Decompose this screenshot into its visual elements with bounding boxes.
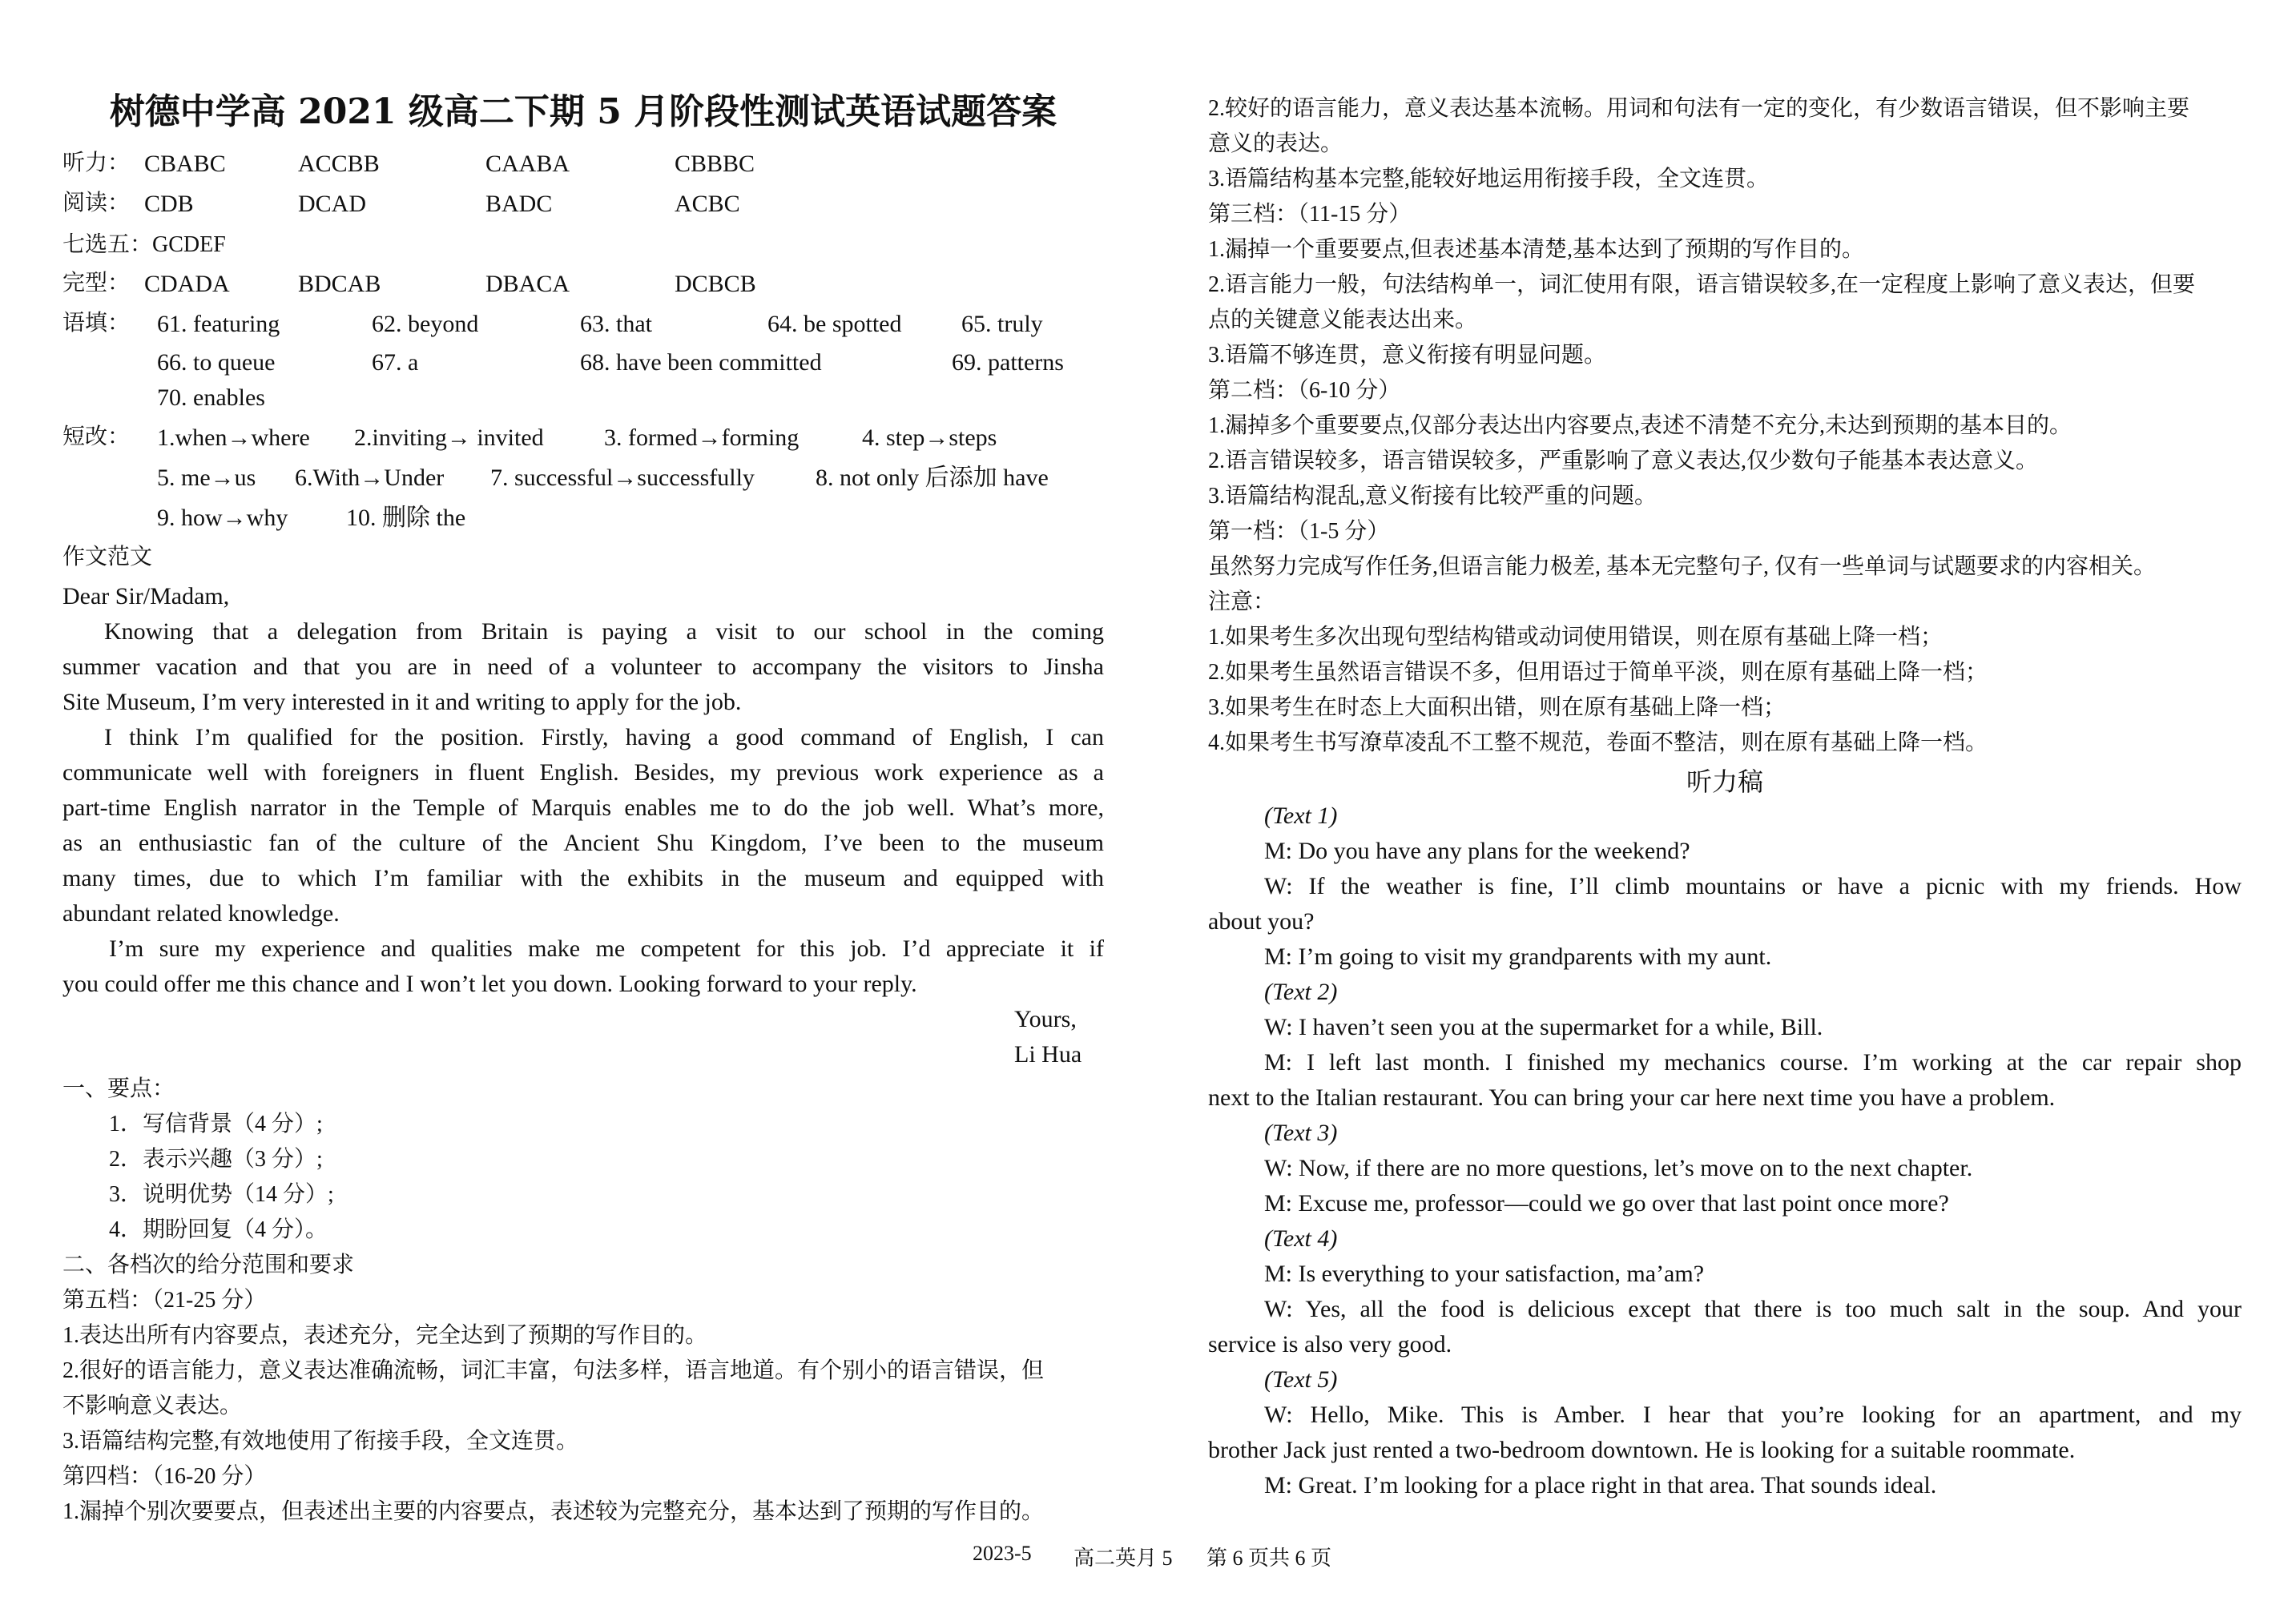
answer-group: BADC [485,191,553,217]
grammar-answer: 70. enables [157,384,265,411]
transcript-heading: 听力稿 [1686,767,1763,796]
correction-answer: 10. 删除 the [346,505,466,531]
rubric-level: 第二档：（6-10 分） [1208,378,1401,403]
transcript-line: M: Great. I’m looking for a place right in that area. That sounds ideal. [1264,1472,1937,1498]
transcript-text-label: (Text 3) [1264,1120,1338,1146]
grammar-answer: 69. patterns [952,349,1064,376]
correction-answer: 7. successful→successfully [490,465,755,491]
answer-label: 短改： [62,424,131,449]
rubric-text: 2.语言错误较多，语言错误较多，严重影响了意义表达,仅少数句子能基本表达意义。 [1208,448,2039,473]
rubric-text: 不影响意义表达。 [62,1394,243,1418]
rubric-text: 2.语言能力一般，句法结构单一，词汇使用有限，语言错误较多,在一定程度上影响了意义表达，但要 [1208,272,2196,297]
answer-group: ACBC [675,191,740,217]
answer-group: DBACA [485,271,570,297]
rubric-text: 2.很好的语言能力，意义表达准确流畅，词汇丰富，句法多样，语言地道。有个别小的语言错误，但 [62,1358,1045,1383]
correction-answer: 8. not only 后添加 have [816,465,1049,491]
essay-line: I think I’m qualified for the position. Firstly, having a good command of English, I can [104,724,1104,750]
transcript-line: W: Hello, Mike. This is Amber. I hear that you’re looking for an apartment, and my [1264,1402,2242,1428]
rubric-point: 3．说明优势（14 分）; [109,1182,334,1207]
rubric-text: 点的关键意义能表达出来。 [1208,308,1478,332]
transcript-text-label: (Text 2) [1264,979,1338,1005]
transcript-line: M: Do you have any plans for the weekend? [1264,838,1690,864]
essay-line: you could offer me this chance and I won’t let you down. Looking forward to your reply. [62,971,917,997]
essay-signature: Li Hua [1014,1041,1082,1068]
correction-answer: 1.when→where [157,424,310,451]
note-item: 1.如果考生多次出现句型结构错或动词使用错误，则在原有基础上降一档； [1208,625,1944,650]
answer-label: 听力： [62,151,131,175]
correction-answer: 5. me→us [157,465,256,491]
answer-group: CDADA [144,271,230,297]
answer-group: DCBCB [675,271,756,297]
rubric-point: 2．表示兴趣（3 分）; [109,1147,323,1172]
essay-heading: 作文范文 [62,545,153,569]
rubric-heading: 二、各档次的给分范围和要求 [62,1253,355,1277]
footer-date: 2023-5 [973,1542,1032,1565]
seven-choice-answers: 七选五：GCDEF [62,232,226,257]
essay-line: summer vacation and that you are in need of a volunteer to accompany the visitors to Jinsha [62,654,1104,680]
transcript-line: service is also very good. [1208,1331,1452,1358]
transcript-line: M: I left last month. I finished my mechanics course. I’m working at the car repair shop [1264,1049,2242,1076]
essay-line: Site Museum, I’m very interested in it and writing to apply for the job. [62,689,742,715]
answer-group: CBABC [144,151,226,177]
transcript-line: next to the Italian restaurant. You can bring your car here next time you have a problem. [1208,1084,2056,1111]
essay-line: abundant related knowledge. [62,900,340,927]
rubric-text: 1.漏掉多个重要要点,仅部分表达出内容要点,表述不清楚不充分,未达到预期的基本目的。 [1208,413,2072,438]
grammar-answer: 67. a [372,349,419,376]
transcript-line: W: Yes, all the food is delicious except that there is too much salt in the soup. And your [1264,1296,2242,1322]
correction-answer: 2.inviting→ invited [354,424,544,451]
correction-answer: 4. step→steps [862,424,997,451]
grammar-answer: 63. that [580,311,652,337]
rubric-text: 3.语篇结构完整,有效地使用了衔接手段，全文连贯。 [62,1429,579,1454]
rubric-level: 第四档：（16-20 分） [62,1464,267,1489]
footer-page: 第 6 页共 6 页 [1206,1547,1332,1570]
rubric-text: 3.语篇结构基本完整,能较好地运用衔接手段，全文连贯。 [1208,167,1770,191]
rubric-text: 意义的表达。 [1208,131,1343,156]
answer-group: ACCBB [298,151,380,177]
transcript-line: about you? [1208,908,1315,935]
notes-heading: 注意： [1208,589,1276,614]
rubric-text: 1.漏掉个别次要要点，但表述出主要的内容要点，表述较为完整充分，基本达到了预期的写作目的。 [62,1499,1045,1524]
transcript-text-label: (Text 4) [1264,1225,1338,1252]
rubric-text: 3.语篇结构混乱,意义衔接有比较严重的问题。 [1208,484,1658,509]
answer-group: CBBBC [675,151,755,177]
answer-label: 语填： [62,311,131,336]
rubric-text: 3.语篇不够连贯，意义衔接有明显问题。 [1208,343,1607,368]
grammar-answer: 66. to queue [157,349,276,376]
answer-label: 阅读： [62,191,131,215]
note-item: 2.如果考生虽然语言错误不多，但用语过于简单平淡，则在原有基础上降一档； [1208,660,1988,685]
essay-line: Knowing that a delegation from Britain is paying a visit to our school in the coming [104,618,1104,645]
grammar-answer: 65. truly [961,311,1043,337]
footer-code: 高二英月 5 [1073,1547,1173,1570]
transcript-line: M: I’m going to visit my grandparents with my aunt. [1264,943,1772,970]
rubric-heading: 一、要点： [62,1076,175,1101]
essay-closing: Yours, [1014,1006,1077,1032]
transcript-line: M: Is everything to your satisfaction, ma’am? [1264,1261,1705,1287]
essay-line: communicate well with foreigners in fluent English. Besides, my previous work experience as a [62,759,1104,786]
transcript-line: M: Excuse me, professor—could we go over that last point once more? [1264,1190,1949,1217]
transcript-line: brother Jack just rented a two-bedroom downtown. He is looking for a suitable roommate. [1208,1437,2076,1463]
rubric-text: 2.较好的语言能力，意义表达基本流畅。用词和句法有一定的变化，有少数语言错误，但不影响主要 [1208,96,2190,121]
rubric-text: 1.漏掉一个重要要点,但表述基本清楚,基本达到了预期的写作目的。 [1208,237,1865,262]
grammar-answer: 64. be spotted [767,311,902,337]
answer-group: DCAD [298,191,367,217]
answer-group: CAABA [485,151,570,177]
correction-answer: 9. how→why [157,505,288,531]
transcript-line: W: I haven’t seen you at the supermarket for a while, Bill. [1264,1014,1823,1040]
transcript-line: W: If the weather is fine, I’ll climb mountains or have a picnic with my friends. How [1264,873,2242,899]
rubric-text: 1.表达出所有内容要点，表述充分，完全达到了预期的写作目的。 [62,1323,708,1348]
grammar-answer: 62. beyond [372,311,479,337]
correction-answer: 6.With→Under [295,465,445,491]
grammar-answer: 61. featuring [157,311,280,337]
transcript-text-label: (Text 1) [1264,802,1338,829]
essay-line: many times, due to which I’m familiar with the exhibits in the museum and equipped with [62,865,1104,891]
rubric-point: 4．期盼回复（4 分）。 [109,1217,328,1242]
answer-label: 完型： [62,271,131,296]
rubric-point: 1．写信背景（4 分）; [109,1112,323,1136]
transcript-text-label: (Text 5) [1264,1366,1338,1393]
rubric-level: 第五档：（21-25 分） [62,1288,267,1313]
note-item: 4.如果考生书写潦草凌乱不工整不规范，卷面不整洁，则在原有基础上降一档。 [1208,730,1988,755]
answer-group: BDCAB [298,271,381,297]
rubric-level: 第三档：（11-15 分） [1208,202,1412,227]
grammar-answer: 68. have been committed [580,349,822,376]
document-title: 树德中学高 2021 级高二下期 5 月阶段性测试英语试题答案 [109,91,1057,132]
essay-line: as an enthusiastic fan of the culture of the Ancient Shu Kingdom, I’ve been to the museum [62,830,1104,856]
answer-group: CDB [144,191,194,217]
correction-answer: 3. formed→forming [604,424,800,451]
rubric-level: 第一档：（1-5 分） [1208,519,1390,544]
essay-line: part-time English narrator in the Temple of Marquis enables me to do the job well. What’s more, [62,794,1104,821]
rubric-text: 虽然努力完成写作任务,但语言能力极差, 基本无完整句子, 仅有一些单词与试题要求的内容相关。 [1208,554,2157,579]
essay-line: I’m sure my experience and qualities make me competent for this job. I’d appreciate it if [109,935,1104,962]
transcript-line: W: Now, if there are no more questions, let’s move on to the next chapter. [1264,1155,1973,1181]
essay-salutation: Dear Sir/Madam, [62,583,230,609]
note-item: 3.如果考生在时态上大面积出错，则在原有基础上降一档； [1208,695,1786,720]
